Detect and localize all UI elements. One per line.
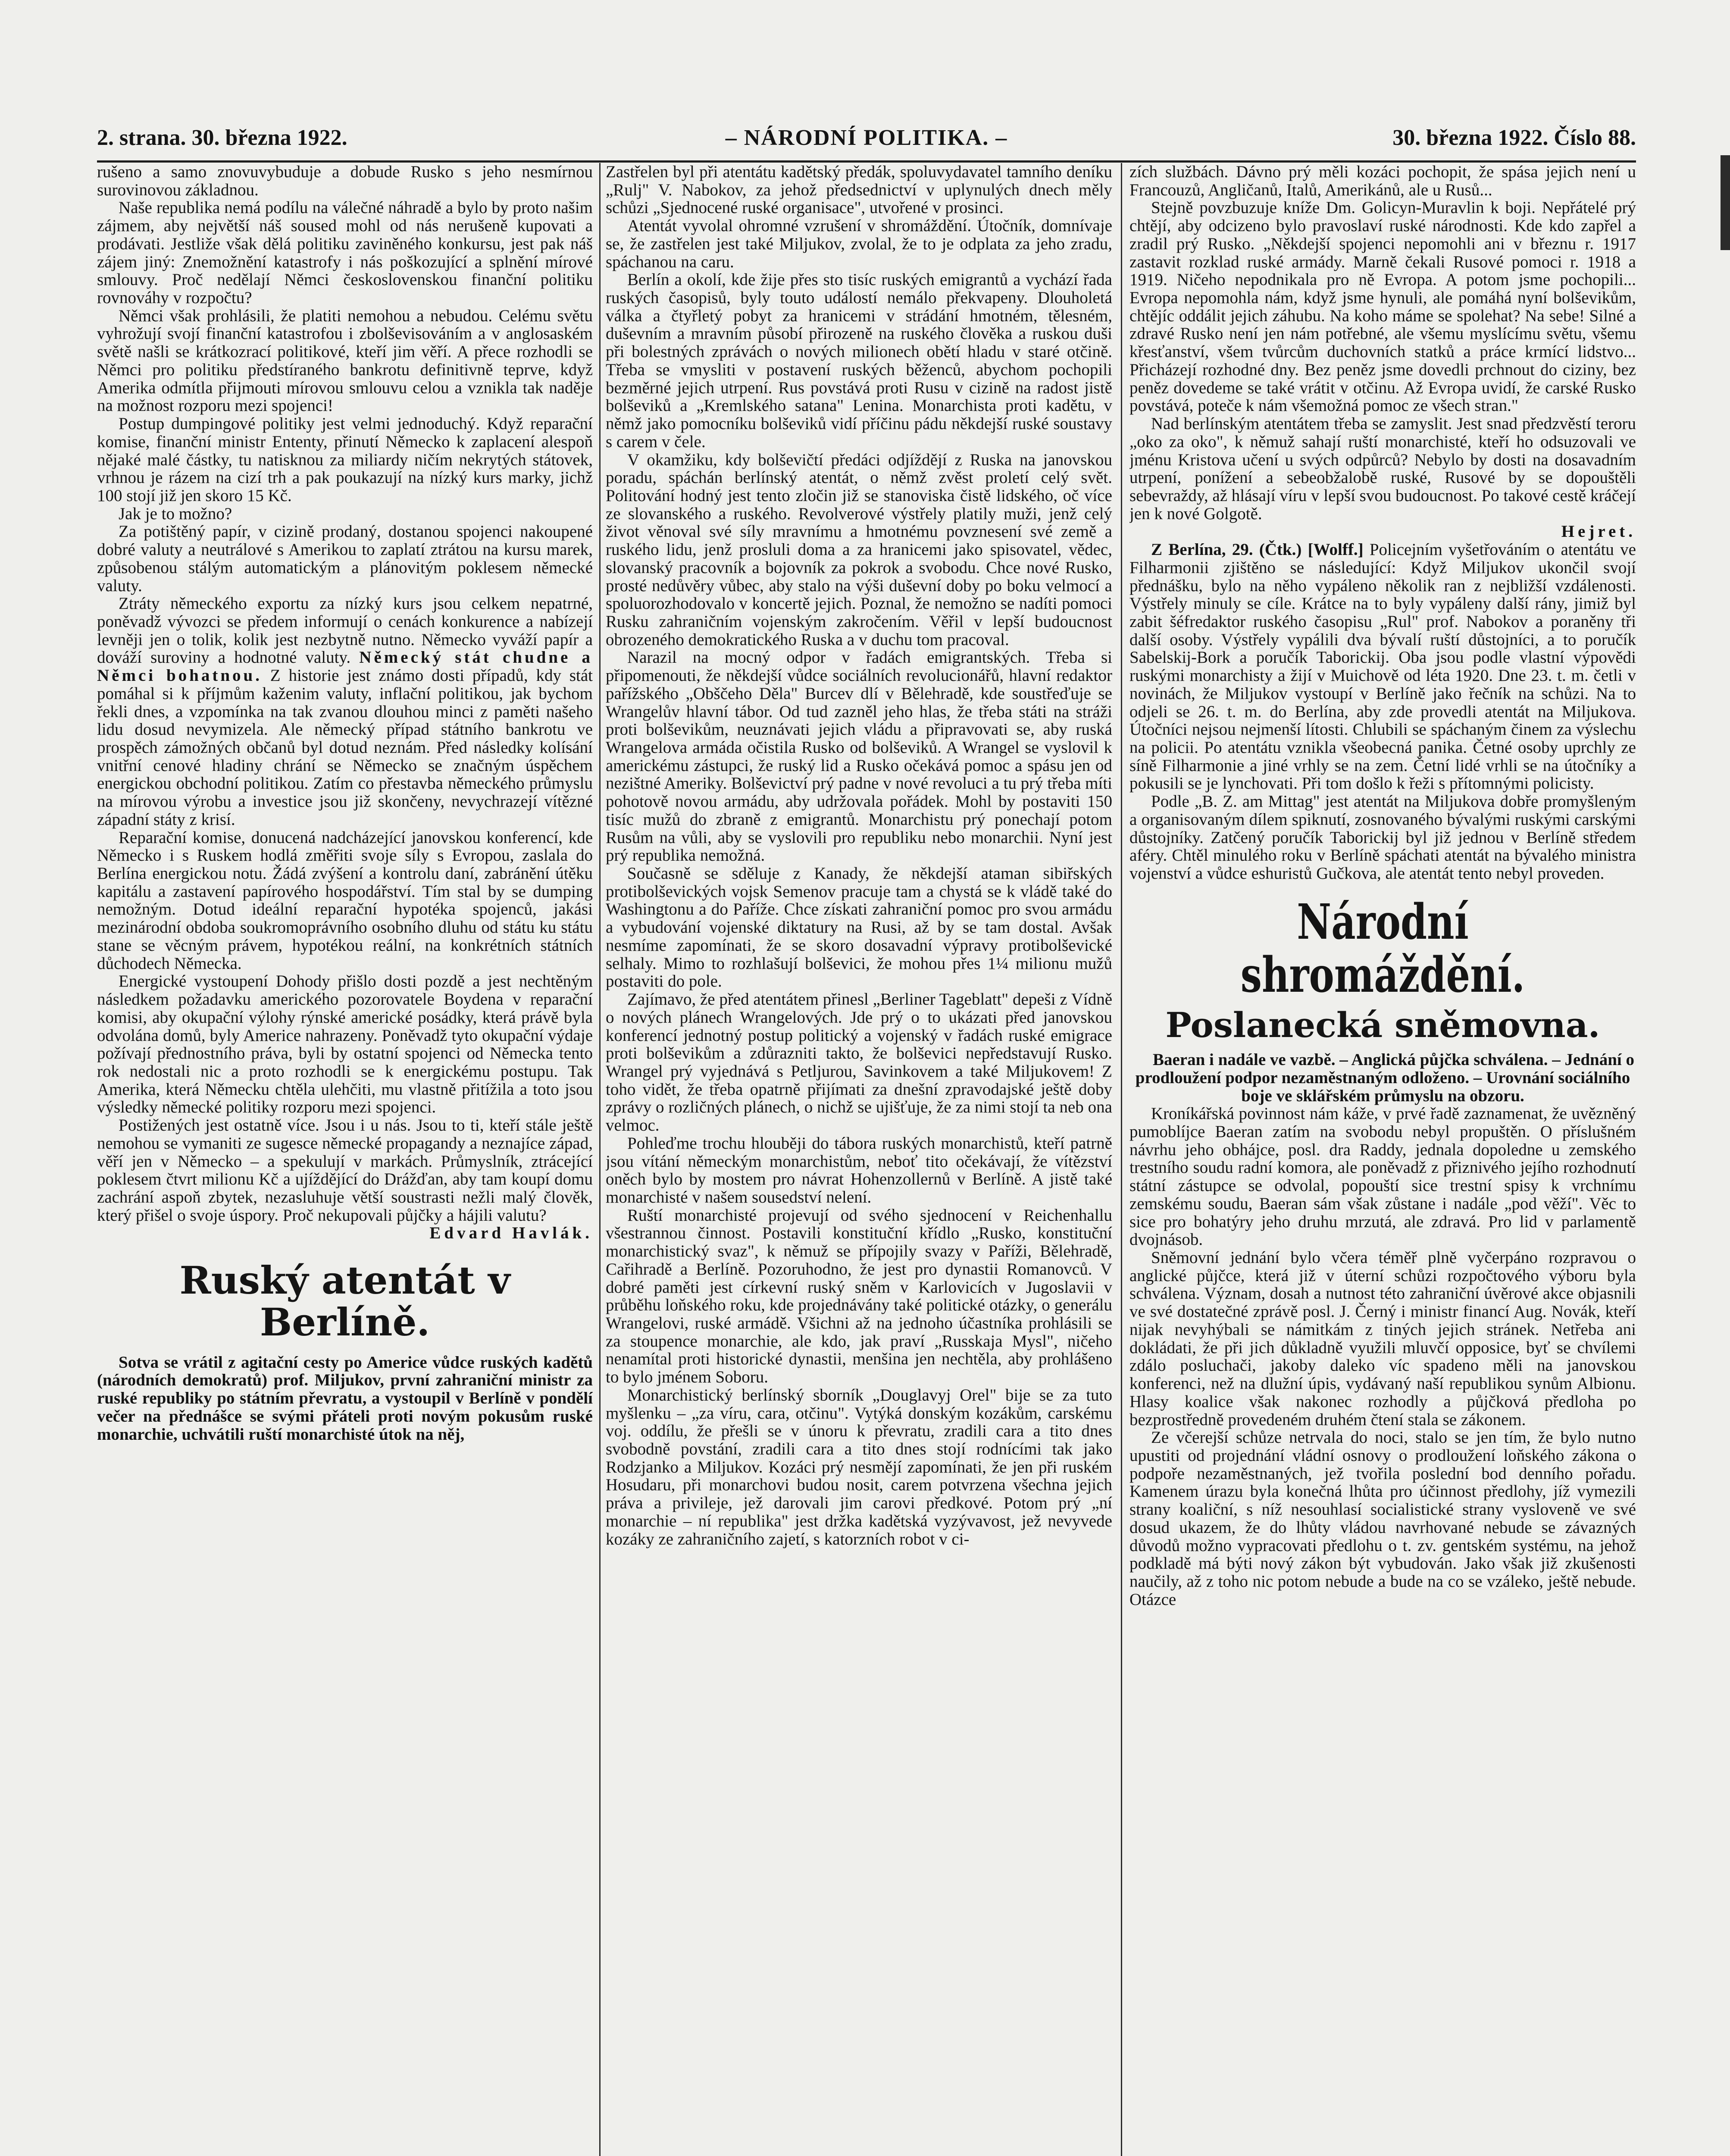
article-paragraph: zích službách. Dávno prý měli kozáci pochopit, že spása jejich není u Francouzů, Angličanů, Italů, Amerikánů, ale u Rusů... xyxy=(1129,163,1636,199)
article-paragraph: Postižených jest ostatně více. Jsou i u nás. Jsou to ti, kteří stále ještě nemohou se vymaniti ze sugesce německé propagandy a neznajíce západ, věří jen v Německo – a spekulují v markách. Průmyslník, ztrácející poklesem čtvrt milionu Kč a ujíždějící do Drážďan, aby tam koupí domu zachrání aspoň zbytek, nezasluhuje větší soustrasti nežli malý člověk, který přišel o svoje úspory. Proč nekupovali půjčky a hájili valutu? xyxy=(97,1116,593,1225)
article-paragraph xyxy=(97,595,593,828)
article-paragraph: Zastřelen byl při atentátu kadětský předák, spoluvydavatel tamního deníku „Rulj" V. Nabokov, za jehož předsednictví v uplynulých dnech měly schůzi „Sjednocené ruské organisace", utvořené v prosinci. xyxy=(606,163,1112,217)
article-paragraph: Ze včerejší schůze netrvala do noci, stalo se jen tím, že bylo nutno upustiti od projednání vládní osnovy o prodloužení loňského zákona o podpoře nezaměstnaných, jež tvořila poslední bod denního pořadu. Kamenem úrazu byla konečná lhůta pro účinnost předlohy, jíž vymezili strany koaliční, s níž nesouhlasí socialistické strany vysloveně ve své dosud ukazem, že do lhůty vládou navrhované nebude se závazných důvodů možno vypracovati předlohu o t. zv. gentském systému, na jehož podkladě má býti nový zákon být vybudován. Jako však již zkušenosti naučily, až z toho nic potom nebude a bude na co se vzáleko, ještě nebude. Otázce xyxy=(1129,1428,1636,1609)
article-paragraph: Narazil na mocný odpor v řadách emigrantských. Třeba si připomenouti, že někdejší vůdce sociálních revolucionářů, hlavní redaktor pařížského „Obščeho Děla" Burcev dlí v Bělehradě, kde soustřeďuje se Wrangelův hlavní tábor. Od tud zazněl jeho hlas, že třeba státi na stráži proti bolševikům, neuznávati jejich vládu a připravovati se, aby ruská Wrangelova armáda očistila Rusko od bolševiků. A Wrangel se vyslovil k americkému zástupci, že ruský lid a Rusko očekává pomoc a spásu jen od nezištné Ameriky. Bolševictví prý padne v nové revoluci a tu prý třeba míti pohotově novou armádu, aby udržovala pořádek. Mohl by postaviti 150 tisíc mužů do zbraně z emigrantů. Monarchistu prý ponechají potom Rusům na vůli, aby se vyslovili pro republiku nebo monarchii. Nyní jest prý republika nemožná. xyxy=(606,648,1112,865)
article-paragraph: Energické vystoupení Dohody přišlo dosti pozdě a jest nechtěným následkem požadavku amerického pozorovatele Boydena v reparační komisi, aby okupační výlohy rýnské americké posádky, která právě byla odvolána domů, byly Americe nahrazeny. Poněvadž tyto okupační výdaje požívají přednostního práva, byli by ostatní spojenci od Německa tento rok nedostali nic a proto rozhodli se k energickému postupu. Tak Amerika, která Německu chtěla ulehčiti, mu vlastně přitížila a toto jsou výsledky německé politiky rozporu mezi spojenci. xyxy=(97,972,593,1117)
article-paragraph: Němci však prohlásili, že platiti nemohou a nebudou. Celému světu vyhrožují svojí finanční katastrofou i zbolševisováním a v anglosaském světě našli se krátkozrací politikové, kteří jim věří. A přece rozhodli se Němci pro politiku předstíraného bankrotu definitivně teprve, když Amerika odmítla přijmouti mírovou smlouvu celou a vznikla tak naděje na možnost rozporu mezi spojenci! xyxy=(97,306,593,415)
page-edge-mark xyxy=(1721,155,1730,250)
article-text: Policejním vyšetřováním o atentátu ve Filharmonii zjištěno se následující: Když Miljukov ukončil svojí přednášku, bylo na něho vypáleno několik ran z nejbližší vzdálenosti. Výstřely minuly se cíle. Krátce na to byly vypáleny další rány, jimiž byl zabit šéfredaktor ruského časopisu „Rul" prof. Nabokov a poraněny tři další osoby. Výstřely vypálili dva bývalí ruští důstojníci, a to poručík Sabelskij-Bork a poručík Taborickij. Oba jsou podle vlastní výpovědi ruskými monarchisty a žijí v Muichově od léta 1920. Dne 23. t. m. četli v novinách, že Miljukov vystoupí v Berlíně jako řečník na schůzi. Na to odjeli se 26. t. m. do Berlína, aby zde provedli atentát na Miljukova. Útočníci nejsou nejmenší lítosti. Chlubili se spáchaným činem za výslechu na policii. Po atentátu vznikla všeobecná panika. Četné osoby uprchly ze síně Filharmonie a jiné vrhly se na zem. Četní lidé vrhli se na útočníky a pokusili se je lynchovati. Při tom došlo k řeži s přítomnými policisty. xyxy=(1129,540,1636,793)
article-paragraph: Naše republika nemá podílu na válečné náhradě a bylo by proto našim zájmem, aby největší náš soused mohl od nás nerušeně kupovati a prodávati. Jestliže však dělá politiku zaviněného konkursu, jest pak náš zájem jiný: Znemožnění katastrofy i nás poškozující a splnění mírové smlouvy. Proč nedělají Němci československou finanční politiku rovnováhy v rozpočtu? xyxy=(97,198,593,307)
column-2 xyxy=(606,163,1112,2156)
section-title: Národní shromáždění. xyxy=(1240,893,1525,1003)
article-paragraph: Reparační komise, donucená nadcházející janovskou konferencí, kde Německo i s Ruskem hodlá změřiti svoje síly s Evropou, zaslala do Berlína energickou notu. Žádá zvýšení a kontrolu daní, zabránění útěku kapitálu a zastavení papírového hospodářství. Tím stal by se dumping nemožným. Dotud ideální reparační hypotéka spojenců, jakási mezinárodní obdoba soukromoprávního osobního dluhu od státu ku státu stane se věcným právem, hypotékou reální, na konkrétních státních důchodech Německa. xyxy=(97,828,593,973)
article-paragraph: Berlín a okolí, kde žije přes sto tisíc ruských emigrantů a vychází řada ruských časopisů, byly touto událostí nemálo překvapeny. Dlouholetá válka a čtyřletý pobyt za hranicemi v strádání hmotném, tělesném, duševním a mravním působí přirozeně na ruského člověka a ruskou duši při bolestných zprávách o nových milionech obětí hladu v staré otčině. Třeba se vmysliti v postavení ruských běženců, abychom pochopili bezměrné jejich utrpení. Rus povstává proti Rusu v cizině na radost jistě bolševiků a „Kremlského satana" Lenina. Monarchista proti kadětu, v němž jako pomocníku bolševiků vidí příčinu pádu někdejší ruské soustavy s carem v čele. xyxy=(606,270,1112,451)
author-signature: Edvard Havlák. xyxy=(429,1224,593,1243)
article-paragraph: Současně se sděluje z Kanady, že někdejší ataman sibiřských protibolševických vojsk Semenov pracuje tam a chystá se k vládě také do Washingtonu a do Paříže. Chce získati zahraniční pomoc pro svou armádu a vybudování vojenské diktatury na Rusi, až by se tam dostal. Avšak nesmíme zapomínati, že se skoro dosavadní výpravy protibolševické selhaly. Mimo to rozhlašují bolševici, že mohou přes 1¼ milionu mužů postaviti do pole. xyxy=(606,864,1112,991)
article-text: Ztráty německého exportu za nízký kurs jsou celkem nepatrné, poněvadž vývozci se předem informují o cenách konkurence a nabízejí levněji jen o tolik, kolik jest nezbytně nutno. Německo vyváží papír a dováží suroviny a hodnotné valuty. xyxy=(97,594,593,667)
article-paragraph: rušeno a samo znovuvybuduje a dobude Rusko s jeho nesmírnou surovinovou základnou. xyxy=(97,163,593,199)
header-rule xyxy=(97,160,1636,163)
article-headline: Ruský atentát v Berlíně. xyxy=(179,1258,510,1344)
emphasis-text: Německý stát chudne a Němci bohatnou. xyxy=(97,648,593,685)
article-paragraph: Za potištěný papír, v cizině prodaný, dostanou spojenci nakoupené dobré valuty a neutrálové s Amerikou to zaplatí ztrátou na kursu marek, způsobenou stálým automatickým a plánovitým poklesem německé valuty. xyxy=(97,522,593,595)
article-paragraph: V okamžiku, kdy bolševičtí předáci odjíždějí z Ruska na janovskou poradu, spáchán berlínský atentát, o němž zvěst proletí celý svět. Politování hodný jest tento zločin již se stanoviska čistě lidského, oč více ze slovanského a ruského. Revolverové výstřely platily muži, jenž celý život věnoval své síly mravnímu a hmotnému povznesení své země a ruského lidu, jenž prosluli doma a za hranicemi jako spisovatel, vědec, slovanský pracovník a bojovník za pokrok a svobodu. Chce nové Rusko, prosté nedůvěry vůbec, aby stalo na výši duševní doby po boku velmocí a spoluorozhodovalo v koncertě jejich. Poznal, že nemožno se nadíti pomoci Rusku zahraničním vojenským zakročením. Věřil v lepší budoucnost obrozeného demokratického Ruska a v duchu tom pracoval. xyxy=(606,450,1112,649)
article-paragraph: Podle „B. Z. am Mittag" jest atentát na Miljukova dobře promyšleným a organisovaným dílem spiknutí, zosnovaného bývalými ruskými carskými důstojníky. Zatčený poručík Taborickij byl již jednou v Berlíně středem aféry. Chtěl minulého roku v Berlíně spáchati atentát na bývalého ministra vojenství a vůdce eshuristů Gučkova, ale atentát tento nebyl proveden. xyxy=(1129,792,1636,883)
section-subtitle: Poslanecká sněmovna. xyxy=(1165,1005,1600,1046)
column-rule xyxy=(1121,163,1122,2156)
article-paragraph: Ruští monarchisté projevují od svého sjednocení v Reichenhallu všestrannou činnost. Postavili konstituční křídlo „Rusko, konstituční monarchistický svaz", k němuž se přípojily svazy v Paříži, Bělehradě, Cařihradě a Berlíně. Pozoruhodno, že jest pro dynastii Romanovců. V dobré paměti jest církevní ruský sněm v Karlovicích v Jugoslavii v průběhu loňského roku, kde projednávány také politické otázky, o generálu Wrangelovi, ruské armádě. Všichni až na jednoho účastníka prohlásili se za stoupence monarchie, ale kdo, jak praví „Russkaja Mysl", ničeho nenamítal proti historické dynastii, menšina jen nechtěla, aby prohlášeno to bylo jménem Soboru. xyxy=(606,1206,1112,1387)
article-paragraph: Atentát vyvolal ohromné vzrušení v shromáždění. Útočník, domnívaje se, že zastřelen jest také Miljukov, zvolal, že to je odplata za jeho zradu, spáchanou na caru. xyxy=(606,216,1112,271)
article-paragraph: Jak je to možno? xyxy=(119,504,232,523)
header-page-date: 2. strana. 30. března 1922. xyxy=(97,125,347,150)
article-paragraph: Sněmovní jednání bylo včera téměř plně vyčerpáno rozpravou o anglické půjčce, která již v úterní schůzi rozpočtového výboru byla schválena. Význam, dosah a nutnost této zahraniční úvěrové akce objasnili ve své dostatečné zprávě posl. J. Černý i ministr financí Aug. Novák, kteří nijak nevyhýbali se námitkám z tiných jejich stránek. Netřeba ani dokládati, že při jich důkladně využili mluvčí opposice, byť se chvílemi zdálo posluchači, jakoby daleko víc spadeno měli na janovskou konferenci, než na dlužní úpis, vydávaný naší republikou synům Albionu. Hlasy koalice však nakonec rozhodly a půjčková předloha po bezprostředně provedeném druhém čtení stala se zákonem. xyxy=(1129,1248,1636,1429)
article-paragraph: Stejně povzbuzuje kníže Dm. Golicyn-Muravlin k boji. Nepřátelé prý chtějí, aby odcizeno bylo pravoslaví ruské národnosti. Kde kdo zapřel a zradil prý Rusko. „Někdejší spojenci nepomohli ani v březnu r. 1917 zastavit rozklad ruské armády. Marně čekali Rusové pomoci r. 1918 a 1919. Ničeho nepodnikala pro ně Evropa. A potom jsme pochopili... Evropa nepomohla nám, když jsme hynuli, ale pomáhá nyní bolševikům, chtějíc oddálit jejich záhubu. Na koho máme se spolehat? Na sebe! Silné a zdravé Rusko není jen nám potřebné, ale všemu myslícímu světu, všemu křesťanství, všem tvůrcům duchovních statků a práce krmící lidstvo... Přicházejí rozhodné dny. Bez peněz jsme dovedli prchnout do ciziny, bez peněz dovedeme se také vrátit v otčinu. Až Evropa uvidí, že carské Rusko povstává, poteče k nám všemožná pomoc ze všech stran." xyxy=(1129,198,1636,415)
article-paragraph: Kroníkářská povinnost nám káže, v prvé řadě zaznamenat, že uvězněný pumoblíjce Baeran zatím na svobodu nebyl propuštěn. O příslušném návrhu jeho obhájce, posl. dra Raddy, jednala dopoledne u zemského trestního soudu radní komora, ale poněvadž z přiznivého jejího rozhodnutí státní zástupce se odvolal, popouští sice trestní spisy k vrchnímu zemskému soudu, Baeran sám však zůstane i nadále „pod věží". Věc to sice pro bohatýry jeho druhu mrzutá, ale zdravá. Pro lid v parlamentě dvojnásob. xyxy=(1129,1104,1636,1249)
column-rule xyxy=(599,163,601,2156)
article-paragraph: Zajímavo, že před atentátem přinesl „Berliner Tageblatt" depeši z Vídně o nových plánech Wrangelových. Jde prý o to ukázati před janovskou konferencí jednotný postup politický a vojenský v řadách ruské emigrace proti bolševikům a zdůrazniti takto, že bolševici nepředstavují Rusko. Wrangel prý vyjednává s Petljurou, Savinkovem a také Miljukovem! Z toho vidět, že třeba opatrně přijímati za dnešní zpravodajské ještě doby zprávy o rozličných plánech, o nichž se ujišťuje, že za nimi stojí ta neb ona velmoc. xyxy=(606,990,1112,1135)
session-summary: Baeran i nadále ve vazbě. – Anglická půjčka schválena. – Jednání o prodloužení podpor nezaměstnaným odloženo. – Urovnání sociálního boje ve sklářském průmyslu na obzoru. xyxy=(1135,1050,1635,1105)
page-header xyxy=(97,125,1636,155)
author-signature: Hejret. xyxy=(1561,522,1636,541)
column-1 xyxy=(97,163,593,2156)
dateline: Z Berlína, 29. (Čtk.) [Wolff.] xyxy=(1151,540,1364,559)
article-paragraph: Nad berlínským atentátem třeba se zamyslit. Jest snad předzvěstí teroru „oko za oko", k němuž sahají ruští monarchisté, kteří ho odsuzovali ve jménu Kristova učení u svých odpůrců? Nebylo by dosti na dosavadním utrpení, ponížení a sebeobžalobě ruské, Rusové by se dopouštěli sebevraždy, až hlásají víru v lepší svou budoucnost. Po takové cestě kráčejí jen k nové Golgotě. xyxy=(1129,414,1636,523)
news-report xyxy=(1129,541,1636,793)
article-paragraph: Postup dumpingové politiky jest velmi jednoduchý. Když reparační komise, finanční ministr Ententy, přinutí Německo k zaplacení alespoň nějaké malé částky, tu natisknou za miliardy ničím nekrytých státovek, vrhnou je rázem na cizí trh a pak poukazují na nízký kurs marky, jichž 100 stojí již jen skoro 15 Kč. xyxy=(97,414,593,505)
column-3 xyxy=(1129,163,1636,2156)
article-lead: Sotva se vrátil z agitační cesty po Americe vůdce ruských kadětů (národních demokratů) prof. Miljukov, první zahraniční ministr za ruské republiky po státním převratu, a vystoupil v Berlíně v pondělí večer na přednášce se svými přáteli proti novým pokusům ruské monarchie, uchvátili ruští monarchisté útok na něj, xyxy=(97,1353,593,1444)
header-issue-number: 30. března 1922. Číslo 88. xyxy=(1392,125,1636,150)
article-paragraph: Monarchistický berlínský sborník „Douglavyj Orel" bije se za tuto myšlenku – „za víru, cara, otčinu". Vytýká donským kozákům, carskému voj. oddílu, že přešli se v únoru k převratu, zradili cara a tito dnes svobodně povstání, zradili cara a tito dnes stojí rodnícími tak jako Rodzjanko a Miljukov. Kozáci prý nesmějí zapomínati, že jen při ruském Hosudaru, při monarchovi budou nosit, carem potvrzena všechna jejich práva a privileje, jež darovali jim carovi předkové. Potom prý „ní monarchie – ní republika" jest držka kadětská vyzývavost, jež nevyvede kozáky ze zahraničního zajetí, s katorzních robot v ci- xyxy=(606,1385,1112,1548)
article-paragraph: Pohleďme trochu hlouběji do tábora ruských monarchistů, kteří patrně jsou vítání německým monarchistům, neboť tito očekávají, že vítězství oněch bylo by mostem pro návrat Hohenzollernů v Berlíně. A jistě také monarchisté v našem sousedství nelení. xyxy=(606,1134,1112,1206)
masthead-title: – NÁRODNÍ POLITIKA. – xyxy=(725,125,1008,150)
article-text: Z historie jest známo dosti případů, kdy stát pomáhal si k příjmům kaženim valuty, inflační politikou, jak bychom řekli dnes, a vzpomínka na tak zvanou dlouhou minci z paměti našeho lidu dosud nevymizela. Ale německý případ státního bankrotu ve prospěch zámožných občanů byl dotud neznám. Před následky kolísání vnitřní cenové hladiny chrání se Německo se značným úspěchem energickou obchodní politikou. Zatím co přestavba německého průmyslu na mírovou výrobu a investice jsou již skončeny, nevychrazejí vítězné západní státy z krisí. xyxy=(97,666,593,829)
